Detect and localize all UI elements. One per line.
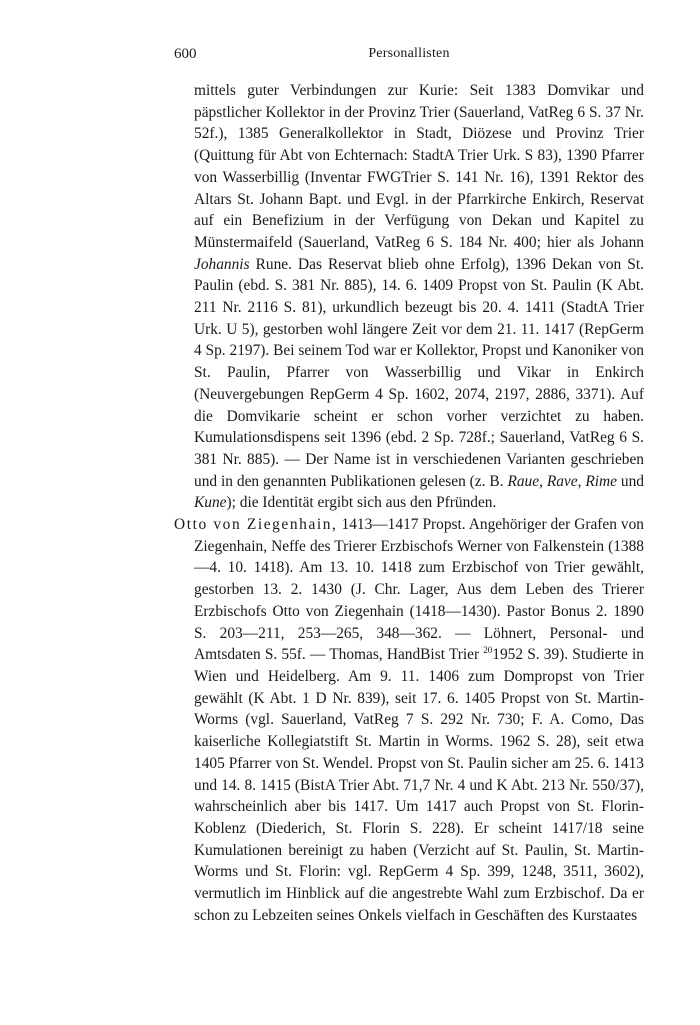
text-run: 1413—1417 Propst. Angehöriger der Grafen von Ziegenhain, Neffe des Trierer Erzbischofs Werner von Falkenstein (1388—4. 10. 1418). Am 13. 10. 1418 zum Erzbischof von Trier gewählt, gestorben 13. 2. 1430 (J. Chr. Lager, Aus dem Leben des Trierer Erzbischofs Otto von Ziegenhain (1418—1430). Pastor Bonus 2. 1890 S. 203—211, 253—265, 348—362. — Löhnert, Personal- und Amtsdaten S. 55f. — Thomas, HandBist Trier	[194, 516, 645, 664]
italic-name: Johannis	[194, 255, 250, 273]
italic-name: Raue	[507, 472, 540, 490]
text-run: mittels guter Verbindungen zur Kurie: Seit 1383 Domvikar und päpstlicher Kollektor in der Provinz Trier (Sauerland, VatReg 6 S. 37 Nr. 52f.), 1385 Generalkollektor in Stadt, Diözese und Provinz Trier (Quittung für Abt von Echternach: StadtA Trier Urk. S 83), 1390 Pfarrer von Wasserbillig (Inventar FWGTrier S. 141 Nr. 16), 1391 Rektor des Altars St. Johann Bapt. und Evgl. in der Pfarrkirche Enkirch, Reservat auf ein Benefizium in der Verfügung von Dekan und Kapitel zu Münstermaifeld (Sauerland, VatReg 6 S. 184 Nr. 400; hier als Johann	[194, 82, 644, 251]
text-run: ,	[577, 472, 586, 490]
italic-name: Rime	[585, 472, 617, 490]
edition-superscript: 20	[483, 645, 493, 656]
text-run: und	[616, 472, 644, 490]
page-header	[174, 46, 644, 66]
text-run: ,	[539, 472, 547, 490]
running-head: Personallisten	[368, 46, 450, 61]
person-entry	[174, 514, 645, 926]
entry-name: Otto von Ziegenhain,	[174, 516, 338, 534]
page-number: 600	[174, 46, 197, 62]
continuation-paragraph	[194, 80, 644, 514]
page-body	[174, 80, 645, 926]
text-run: 1952 S. 39). Studierte in Wien und Heidelberg. Am 9. 11. 1406 zum Dompropst von Trier gewählt (K Abt. 1 D Nr. 839), seit 17. 6. 1405 Propst von St. Martin-Worms (vgl. Sauerland, VatReg 7 S. 292 Nr. 730; F. A. Como, Das kaiserliche Kollegiatstift St. Martin in Worms. 1962 S. 28), seit etwa 1405 Pfarrer von St. Wendel. Propst von St. Paulin sicher am 25. 6. 1413 und 14. 8. 1415 (BistA Trier Abt. 71,7 Nr. 4 und K Abt. 213 Nr. 550/37), wahrscheinlich aber bis 1417. Um 1417 auch Propst von St. Florin-Koblenz (Diederich, St. Florin S. 228). Er scheint 1417/18 seine Kumulationen bereinigt zu haben (Verzicht auf St. Paulin, St. Martin-Worms und St. Florin: vgl. RepGerm 4 Sp. 399, 1248, 3511, 3602), vermutlich im Hinblick auf die angestrebte Wahl zum Erzbischof. Da er schon zu Lebzeiten seines Onkels vielfach in Geschäften des Kurstaates	[194, 646, 645, 924]
text-run: Rune. Das Reservat blieb ohne Erfolg), 1396 Dekan von St. Paulin (ebd. S. 381 Nr. 885), 14. 6. 1409 Propst von St. Paulin (K Abt. 211 Nr. 2116 S. 81), urkundlich bezeugt bis 20. 4. 1411 (StadtA Trier Urk. U 5), gestorben wohl längere Zeit vor dem 21. 11. 1417 (RepGerm 4 Sp. 2197). Bei seinem Tod war er Kollektor, Propst und Kanoniker von St. Paulin, Pfarrer von Wasserbillig und Vikar in Enkirch (Neuvergebungen RepGerm 4 Sp. 1602, 2074, 2197, 2886, 3371). Auf die Domvikarie scheint er schon vorher verzichtet zu haben. Kumulationsdispens seit 1396 (ebd. 2 Sp. 728f.; Sauerland, VatReg 6 S. 381 Nr. 885). — Der Name ist in verschiedenen Varianten geschrieben und in den genannten Publikationen gelesen (z. B.	[194, 255, 644, 490]
text-run: ); die Identität ergibt sich aus den Pfründen.	[226, 494, 497, 512]
italic-name: Rave	[546, 472, 578, 490]
italic-name: Kune	[194, 494, 227, 512]
